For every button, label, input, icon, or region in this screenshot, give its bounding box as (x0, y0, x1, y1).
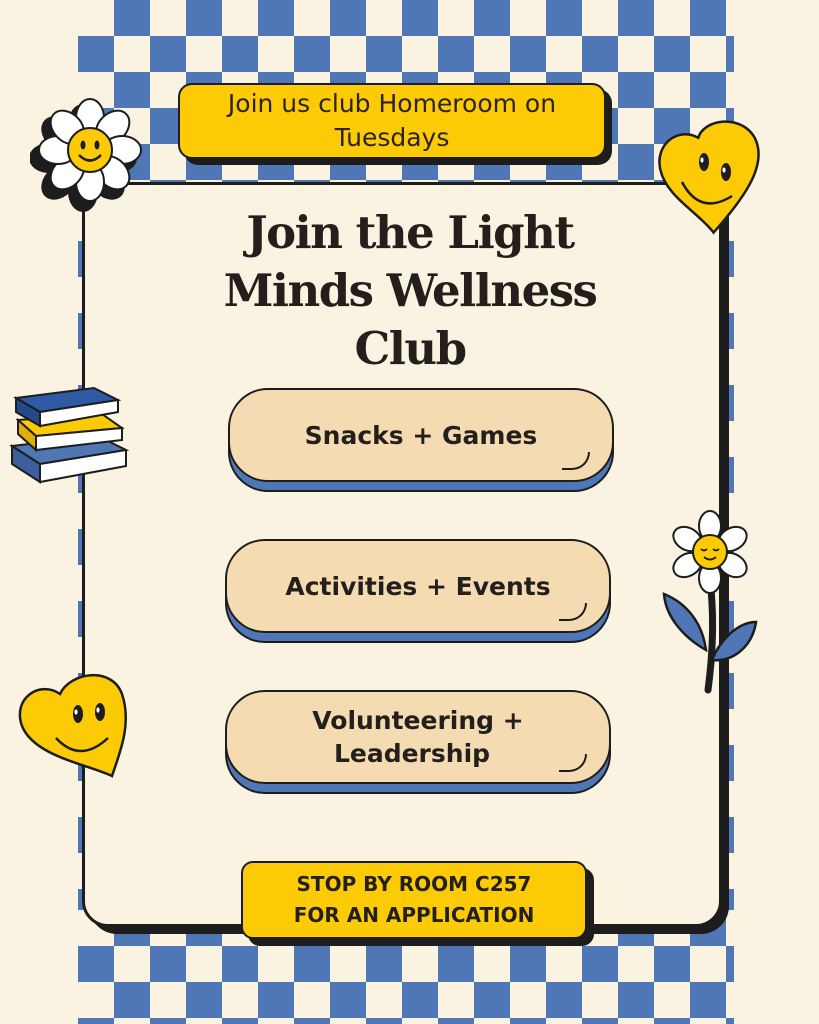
footer-line-1: STOP BY ROOM C257 (296, 872, 532, 896)
feature-volunteering-leadership (225, 690, 611, 794)
feature-label: Activities + Events (285, 571, 551, 601)
title-line-2: Minds Wellness (223, 264, 597, 317)
feature-pill (225, 690, 611, 784)
pill-highlight (559, 754, 587, 772)
feature-pill (225, 539, 611, 633)
feature-snacks-games (228, 388, 614, 492)
homeroom-banner-text: Join us club Homeroom on Tuesdays (227, 89, 557, 152)
title-line-1: Join the Light (246, 206, 574, 259)
page-title (190, 204, 630, 378)
feature-label: Snacks + Games (304, 420, 538, 450)
smiley-daisy-icon (30, 98, 144, 214)
feature-activities-events (225, 539, 611, 643)
feature-pill (228, 388, 614, 482)
title-line-3: Club (354, 322, 466, 375)
feature-label-line-2: Leadership (333, 739, 491, 768)
pill-highlight (562, 452, 590, 470)
footer-line-2: FOR AN APPLICATION (293, 903, 535, 927)
footer-banner (241, 861, 587, 939)
homeroom-banner (178, 83, 606, 159)
smiley-heart-icon (656, 120, 774, 238)
feature-label-line-1: Volunteering + (312, 706, 524, 735)
pill-highlight (559, 603, 587, 621)
smiley-heart-icon (16, 668, 134, 784)
book-stack-icon (6, 384, 134, 488)
smiley-flower-stem-icon (658, 510, 762, 696)
